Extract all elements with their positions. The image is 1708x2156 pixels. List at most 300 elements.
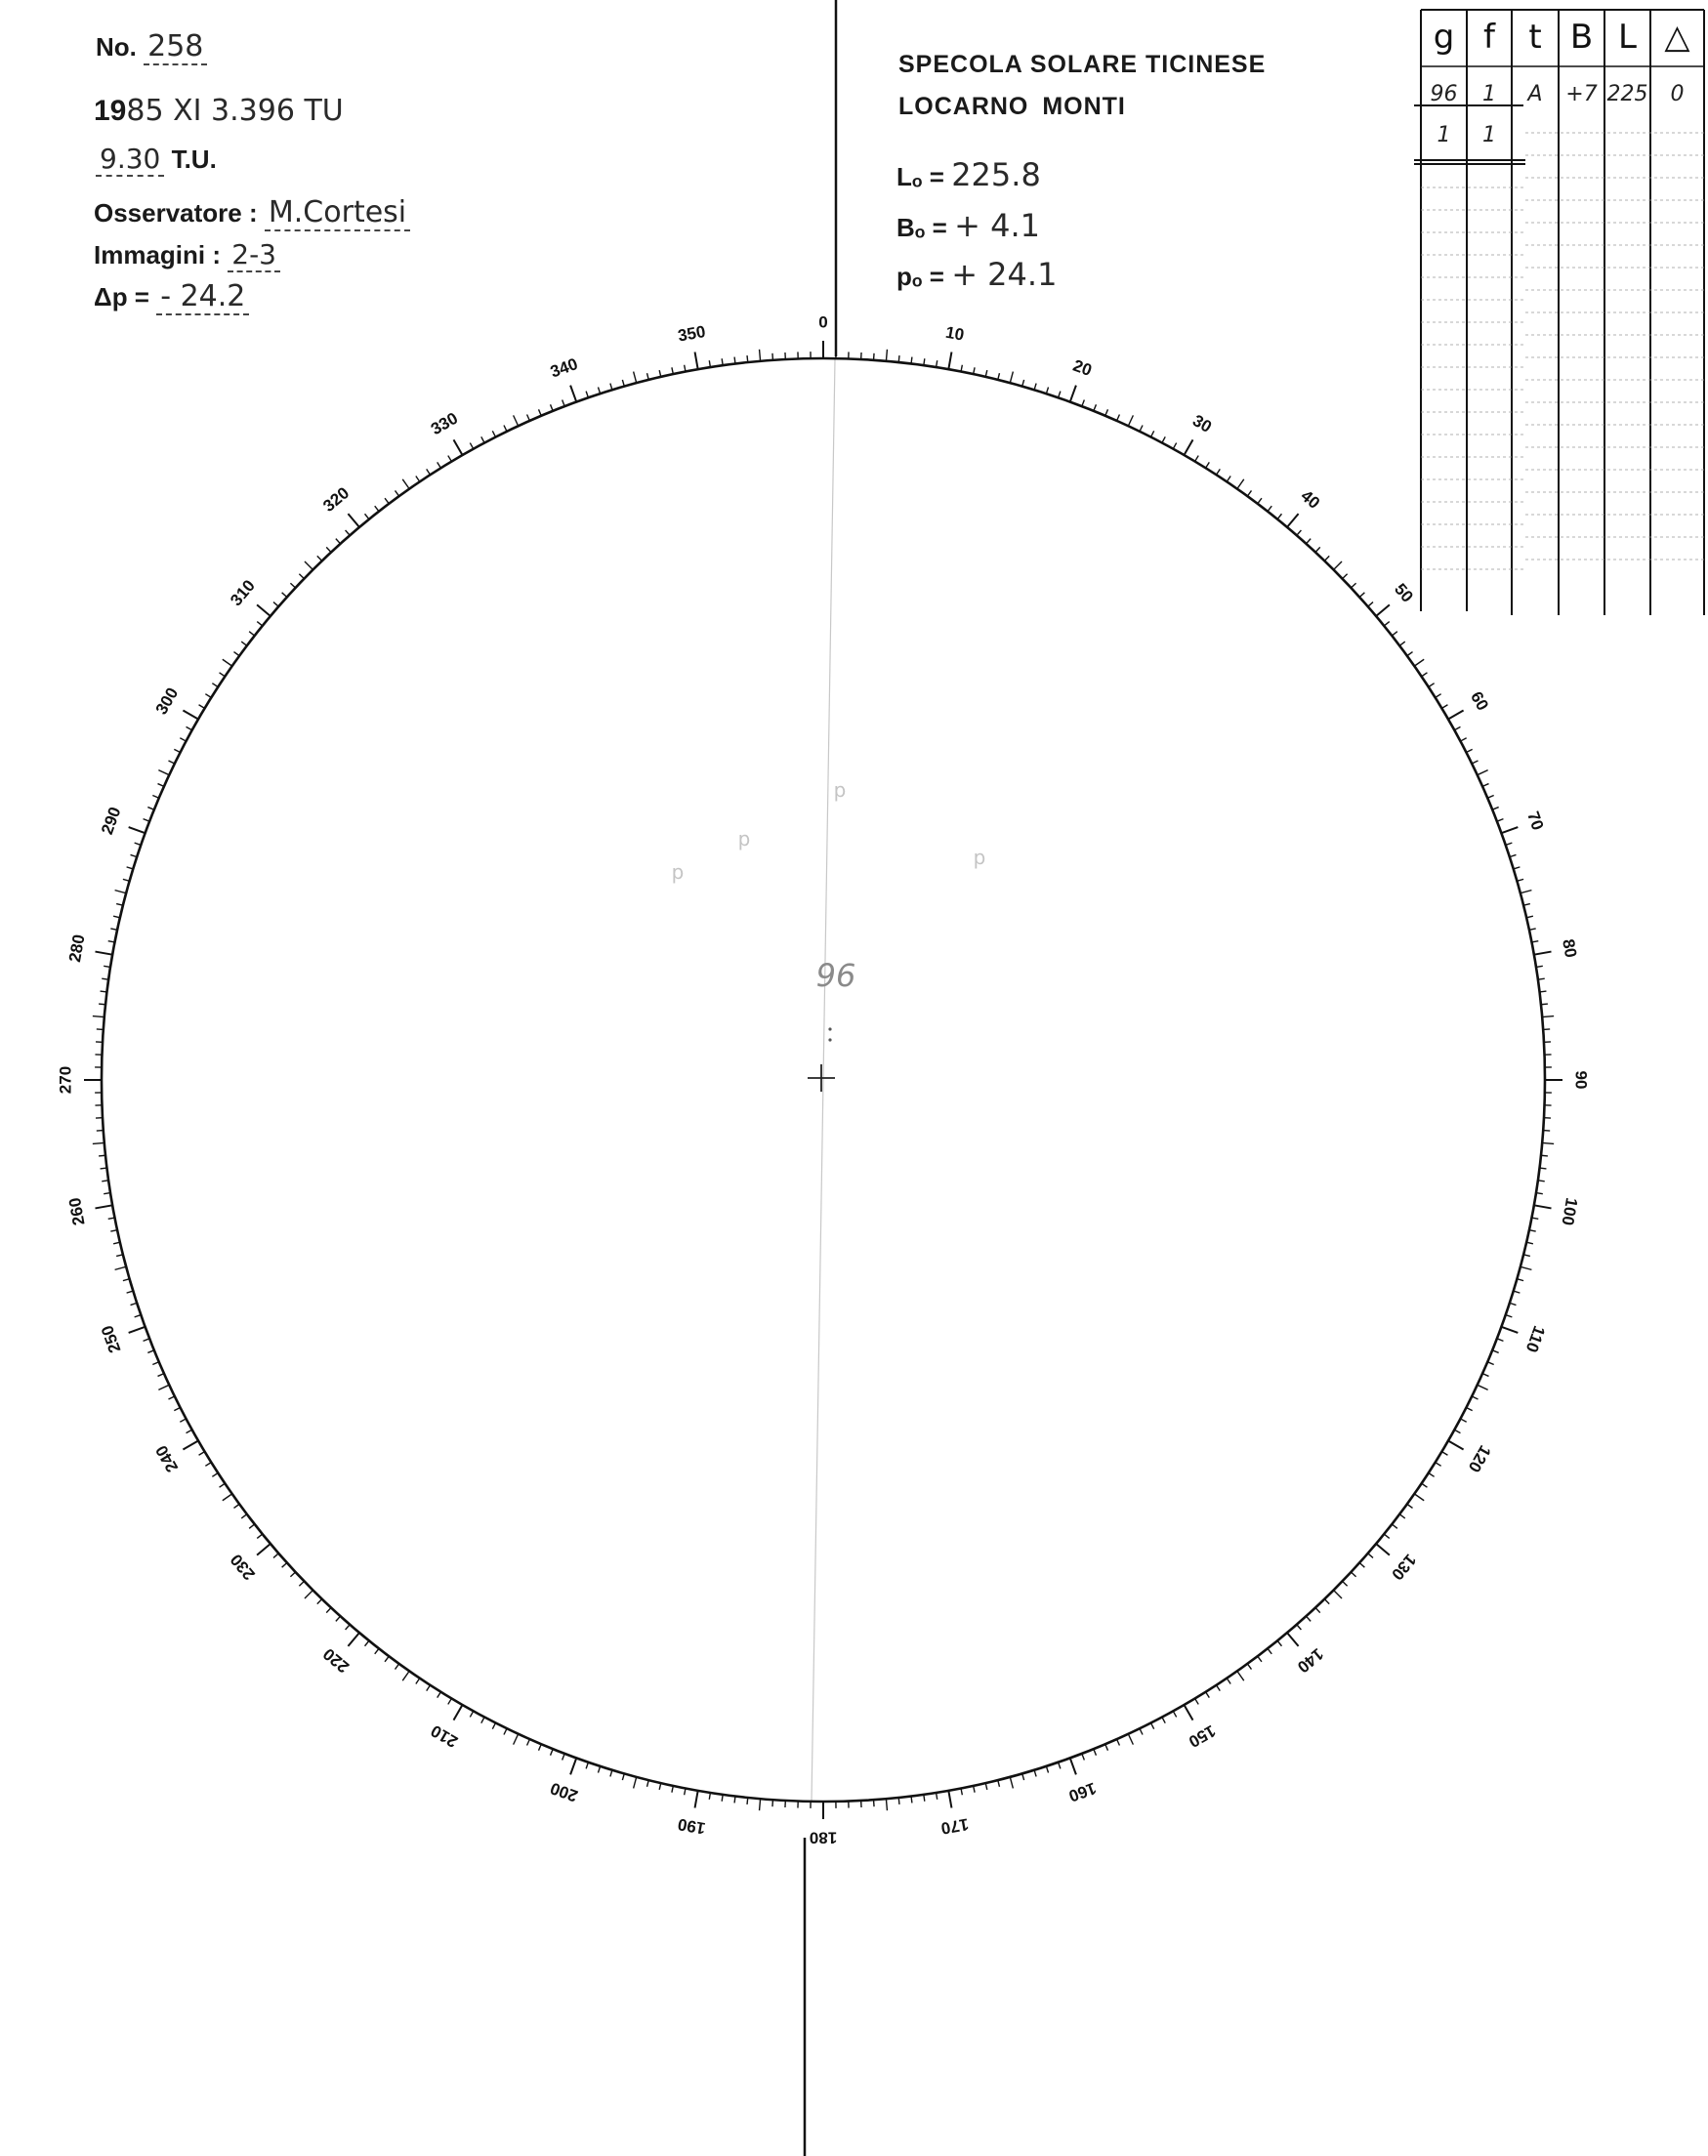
scale-tick	[551, 1749, 554, 1755]
scale-tick	[1521, 1266, 1532, 1269]
scale-tick	[1534, 952, 1552, 955]
scale-tick	[998, 1780, 1000, 1787]
scale-tick	[586, 392, 588, 398]
scale-tick	[317, 1599, 322, 1604]
scale-tick	[760, 1799, 761, 1810]
table-cell: 1	[1482, 82, 1496, 106]
institution-line-1: SPECOLA SOLARE TICINESE	[898, 51, 1267, 78]
scale-tick	[562, 1754, 565, 1761]
scale-tick	[1277, 1640, 1281, 1645]
B0-value: + 4.1	[954, 207, 1040, 244]
date-prefix: 19	[94, 95, 127, 127]
scale-tick	[1173, 443, 1176, 449]
scale-label-210: 210	[427, 1721, 462, 1752]
B0-label: Bₒ =	[896, 213, 947, 242]
table-header-4: L	[1618, 18, 1637, 57]
scale-tick	[1247, 490, 1251, 496]
scale-tick	[1517, 1279, 1523, 1281]
scale-tick	[1384, 1534, 1389, 1538]
scale-tick	[183, 1441, 198, 1450]
scale-tick	[1441, 1452, 1447, 1456]
scale-tick	[385, 1656, 389, 1662]
time-unit: T.U.	[171, 145, 217, 174]
scale-tick	[1478, 770, 1488, 775]
scale-tick	[147, 808, 153, 810]
scale-tick	[586, 1762, 588, 1769]
scale-tick	[481, 1717, 484, 1722]
scale-tick	[695, 1791, 698, 1808]
scale-tick	[1542, 1016, 1554, 1017]
scale-tick	[1523, 904, 1530, 906]
scale-tick	[1359, 593, 1364, 598]
scale-tick	[1140, 425, 1143, 431]
scale-tick	[115, 891, 127, 893]
scale-tick	[722, 1795, 723, 1802]
spot-dot	[828, 1038, 831, 1041]
scale-tick	[454, 1705, 463, 1721]
scale-tick	[470, 443, 473, 449]
scale-tick	[144, 819, 150, 822]
observer-value: M.Cortesi	[265, 195, 410, 231]
scale-tick	[1287, 514, 1299, 527]
scale-tick	[127, 867, 134, 869]
scale-label-350: 350	[676, 321, 707, 346]
sheet-number-value: 258	[144, 29, 207, 65]
p0-label: pₒ =	[896, 262, 944, 291]
scale-tick	[416, 477, 420, 482]
scale-tick	[336, 539, 341, 544]
scale-tick	[1497, 819, 1504, 822]
scale-tick	[290, 1572, 295, 1577]
scale-tick	[1185, 439, 1193, 455]
scale-tick	[257, 1534, 262, 1538]
scale-label-170: 170	[939, 1814, 971, 1839]
table-header-3: B	[1569, 18, 1594, 57]
scale-tick	[305, 561, 312, 569]
scale-tick	[205, 694, 211, 698]
delta-p-label: Δp =	[94, 282, 149, 311]
scale-label-20: 20	[1070, 355, 1095, 380]
scale-tick	[734, 1796, 735, 1803]
scale-tick	[282, 593, 287, 598]
scale-label-0: 0	[818, 312, 828, 332]
scale-tick	[1258, 1656, 1262, 1662]
scale-label-280: 280	[64, 933, 89, 964]
scale-tick	[1472, 761, 1478, 764]
scale-tick	[1010, 372, 1013, 384]
scale-label-150: 150	[1185, 1721, 1220, 1752]
scale-tick	[1334, 1591, 1342, 1598]
scale-tick	[1117, 414, 1120, 420]
scale-tick	[1376, 1544, 1390, 1555]
scale-tick	[1150, 431, 1153, 436]
scale-tick	[1140, 1728, 1143, 1734]
scale-tick	[1454, 726, 1460, 729]
scale-label-340: 340	[548, 354, 581, 382]
scale-tick	[1429, 1472, 1435, 1476]
scale-label-330: 330	[427, 408, 462, 439]
scale-tick	[747, 355, 748, 362]
scale-tick	[1247, 1664, 1251, 1670]
scale-tick	[1315, 1607, 1320, 1612]
scale-tick	[1082, 400, 1085, 407]
scale-tick	[1162, 1717, 1165, 1722]
scale-tick	[898, 355, 899, 362]
scale-label-200: 200	[548, 1778, 581, 1805]
L0-value: 225.8	[951, 156, 1041, 193]
scale-label-320: 320	[319, 483, 354, 516]
scale-tick	[1368, 1554, 1373, 1558]
scale-tick	[365, 514, 369, 518]
scale-tick	[326, 547, 331, 552]
scale-tick	[205, 1463, 211, 1467]
scale-tick	[492, 431, 495, 436]
scale-tick	[135, 843, 142, 845]
scale-tick	[1376, 604, 1390, 616]
images-label: Immagini :	[94, 240, 222, 270]
scale-tick	[634, 1777, 637, 1789]
scale-tick	[1237, 479, 1244, 489]
scale-tick	[427, 1685, 431, 1691]
scale-tick	[249, 632, 255, 636]
scale-label-160: 160	[1065, 1778, 1099, 1805]
scale-tick	[1297, 1625, 1302, 1630]
scale-tick	[1514, 867, 1521, 869]
scale-tick	[1343, 574, 1348, 579]
scale-tick	[570, 386, 576, 402]
faint-mark: p	[671, 860, 685, 884]
scale-tick	[1082, 1754, 1085, 1761]
scale-tick	[1534, 1205, 1552, 1208]
scale-tick	[481, 436, 484, 442]
scale-tick	[1022, 380, 1024, 387]
scale-tick	[174, 749, 180, 752]
scale-tick	[336, 1616, 341, 1621]
scale-tick	[898, 1798, 899, 1804]
scale-tick	[257, 622, 262, 626]
central-meridian-line	[812, 359, 835, 1802]
scale-tick	[1227, 1679, 1230, 1684]
scale-tick	[1541, 1155, 1548, 1156]
scale-tick	[220, 673, 226, 677]
scale-tick	[99, 1004, 105, 1005]
scale-tick	[402, 479, 409, 489]
scale-tick	[1162, 436, 1165, 442]
scale-tick	[1206, 1692, 1210, 1698]
scale-tick	[1399, 642, 1405, 645]
scale-label-120: 120	[1464, 1441, 1495, 1476]
scale-tick	[1010, 1777, 1013, 1789]
scale-tick	[911, 357, 912, 364]
scale-tick	[1542, 1142, 1554, 1143]
scale-label-80: 80	[1559, 937, 1581, 960]
scale-tick	[527, 1739, 530, 1745]
table-cell: 225	[1606, 82, 1648, 106]
scale-tick	[158, 770, 169, 775]
scale-tick	[1034, 384, 1036, 391]
scale-tick	[695, 352, 698, 370]
date-value: 85 XI 3.396 TU	[126, 94, 344, 128]
scale-tick	[437, 1692, 441, 1698]
scale-label-90: 90	[1571, 1070, 1591, 1090]
scale-tick	[562, 400, 565, 407]
scale-tick	[168, 761, 174, 764]
scale-tick	[233, 652, 239, 656]
scale-tick	[1268, 506, 1271, 512]
scale-tick	[1059, 392, 1061, 398]
scale-label-220: 220	[319, 1644, 354, 1677]
scale-tick	[257, 604, 271, 616]
scale-tick	[1297, 530, 1302, 535]
scale-tick	[152, 796, 158, 799]
scale-tick	[1173, 1711, 1176, 1717]
scale-tick	[610, 1770, 612, 1777]
table-cell: 1	[1482, 123, 1496, 147]
scale-tick	[1472, 1396, 1478, 1399]
scale-tick	[96, 952, 113, 955]
scale-tick	[539, 409, 542, 415]
scale-tick	[1105, 409, 1108, 415]
scale-label-30: 30	[1189, 410, 1215, 436]
scale-tick	[1487, 1362, 1493, 1365]
scale-tick	[1094, 1749, 1097, 1755]
scale-tick	[747, 1798, 748, 1804]
scale-tick	[1478, 1385, 1488, 1389]
time-value: 9.30	[96, 143, 164, 177]
scale-tick	[1517, 879, 1523, 881]
images-value: 2-3	[228, 238, 280, 272]
scale-tick	[101, 991, 107, 992]
scale-tick	[1343, 1581, 1348, 1586]
scale-tick	[448, 456, 452, 462]
scale-tick	[1541, 1004, 1548, 1005]
faint-mark: p	[737, 827, 751, 850]
scale-tick	[948, 352, 951, 370]
table-cell: 0	[1670, 82, 1685, 106]
scale-label-130: 130	[1388, 1550, 1420, 1584]
scale-label-50: 50	[1391, 579, 1417, 606]
scale-tick	[1429, 684, 1435, 687]
scale-tick	[116, 904, 123, 906]
scale-tick	[290, 583, 295, 588]
scale-tick	[317, 556, 322, 560]
scale-tick	[396, 1664, 399, 1670]
scale-tick	[1454, 1430, 1460, 1432]
scale-tick	[346, 1625, 351, 1630]
scale-tick	[1448, 1441, 1464, 1450]
scale-tick	[101, 1168, 107, 1169]
scale-tick	[273, 602, 278, 607]
scale-tick	[1422, 673, 1428, 677]
scale-tick	[174, 1407, 180, 1410]
scale-tick	[129, 1327, 146, 1333]
scale-tick	[199, 1452, 205, 1456]
scale-tick	[1351, 583, 1355, 588]
scale-tick	[305, 1591, 312, 1598]
scale-tick	[492, 1722, 495, 1728]
scale-tick	[1414, 659, 1424, 666]
scale-tick	[348, 1633, 359, 1646]
scale-tick	[1324, 1599, 1329, 1604]
scale-tick	[127, 1291, 134, 1293]
scale-tick	[1492, 1350, 1498, 1353]
scale-tick	[1324, 556, 1329, 560]
scale-tick	[911, 1796, 912, 1803]
scale-tick	[282, 1562, 287, 1567]
scale-tick	[1399, 1514, 1405, 1518]
scale-tick	[273, 1554, 278, 1558]
table-cell: +7	[1565, 82, 1598, 106]
scale-tick	[157, 784, 163, 787]
scale-tick	[448, 1698, 452, 1704]
scale-tick	[1070, 386, 1076, 402]
scale-tick	[1407, 652, 1413, 656]
scale-tick	[187, 1430, 192, 1432]
scale-tick	[96, 1205, 113, 1208]
scale-tick	[1059, 1762, 1061, 1769]
table-header-2: t	[1528, 18, 1542, 57]
scale-label-240: 240	[151, 1441, 183, 1476]
scale-tick	[199, 705, 205, 709]
scale-tick	[722, 358, 723, 365]
scale-tick	[1128, 415, 1133, 426]
scale-tick	[365, 1640, 369, 1645]
scale-tick	[1351, 1572, 1355, 1577]
scale-tick	[610, 384, 612, 391]
scale-label-70: 70	[1523, 808, 1548, 833]
scale-tick	[1487, 796, 1493, 799]
scale-tick	[123, 879, 130, 881]
table-header-1: f	[1483, 18, 1495, 57]
observer-label: Osservatore :	[94, 198, 258, 228]
scale-tick	[1237, 1671, 1244, 1680]
scale-tick	[1268, 1648, 1271, 1654]
scale-tick	[886, 350, 887, 361]
scale-tick	[1460, 738, 1466, 741]
scale-tick	[1414, 1494, 1424, 1501]
scale-tick	[180, 1419, 186, 1422]
scale-tick	[1359, 1562, 1364, 1567]
scale-tick	[223, 1494, 232, 1501]
scale-label-230: 230	[227, 1550, 259, 1584]
scale-label-290: 290	[98, 805, 125, 838]
scale-tick	[454, 439, 463, 455]
scale-tick	[1227, 477, 1230, 482]
scale-tick	[1506, 1315, 1513, 1317]
scale-tick	[622, 380, 624, 387]
table-cell: 96	[1430, 82, 1458, 106]
scale-label-270: 270	[56, 1065, 75, 1095]
scale-tick	[1460, 1419, 1466, 1422]
scale-tick	[1334, 561, 1342, 569]
scale-label-300: 300	[151, 684, 183, 719]
scale-tick	[570, 1758, 576, 1774]
scale-tick	[527, 414, 530, 420]
scale-tick	[1466, 749, 1472, 752]
scale-tick	[233, 1504, 239, 1508]
scale-tick	[1482, 784, 1488, 787]
scale-tick	[437, 462, 441, 468]
scale-label-40: 40	[1297, 486, 1324, 513]
scale-tick	[241, 1514, 247, 1518]
scale-label-140: 140	[1293, 1644, 1327, 1677]
scale-tick	[514, 1734, 519, 1745]
scale-tick	[1514, 1291, 1521, 1293]
scale-tick	[647, 1780, 649, 1787]
scale-tick	[99, 1155, 105, 1156]
scale-tick	[402, 1671, 409, 1680]
scale-tick	[116, 1255, 123, 1257]
scale-tick	[1034, 1770, 1036, 1777]
scale-tick	[1258, 498, 1262, 504]
scale-tick	[622, 1773, 624, 1780]
scale-tick	[123, 1279, 130, 1281]
scale-tick	[299, 1581, 304, 1586]
institution-line-2: LOCARNO MONTI	[898, 93, 1126, 120]
scale-tick	[647, 373, 649, 380]
scale-tick	[1501, 827, 1518, 833]
scale-label-10: 10	[943, 322, 966, 345]
scale-tick	[1128, 1734, 1133, 1745]
scale-tick	[1306, 1616, 1311, 1621]
scale-tick	[551, 404, 554, 410]
scale-tick	[157, 1374, 163, 1377]
scale-tick	[1384, 622, 1389, 626]
scale-tick	[375, 1648, 379, 1654]
scale-tick	[1315, 547, 1320, 552]
scale-tick	[1436, 694, 1441, 698]
scale-tick	[348, 514, 359, 527]
scale-tick	[257, 1544, 271, 1555]
scale-tick	[93, 1016, 104, 1017]
scale-tick	[1216, 469, 1220, 475]
scale-tick	[135, 1315, 142, 1317]
scale-tick	[220, 1483, 226, 1487]
scale-tick	[1195, 1698, 1199, 1704]
scale-tick	[1195, 456, 1199, 462]
scale-label-180: 180	[809, 1828, 838, 1847]
scale-tick	[1094, 404, 1097, 410]
scale-label-250: 250	[98, 1322, 125, 1355]
scale-tick	[212, 1472, 218, 1476]
scale-label-310: 310	[227, 576, 259, 610]
scale-tick	[1117, 1739, 1120, 1745]
p0-value: + 24.1	[951, 256, 1058, 293]
scale-tick	[416, 1679, 420, 1684]
scale-tick	[241, 642, 247, 645]
scale-label-110: 110	[1521, 1323, 1549, 1355]
scale-tick	[1150, 1722, 1153, 1728]
scale-tick	[1492, 808, 1498, 810]
scale-tick	[147, 1350, 153, 1353]
scale-tick	[168, 1396, 174, 1399]
scale-tick	[1521, 891, 1532, 893]
scale-tick	[1523, 1255, 1530, 1257]
scale-tick	[375, 506, 379, 512]
scale-tick	[346, 530, 351, 535]
scale-tick	[1070, 1758, 1076, 1774]
scale-tick	[1538, 978, 1545, 979]
scale-tick	[1105, 1744, 1108, 1750]
scale-tick	[1206, 462, 1210, 468]
scale-tick	[102, 1181, 108, 1182]
scale-tick	[1422, 1483, 1428, 1487]
scale-label-60: 60	[1467, 688, 1493, 714]
scale-tick	[1441, 705, 1447, 709]
scale-tick	[1436, 1463, 1441, 1467]
scale-tick	[504, 425, 507, 431]
scale-tick	[886, 1799, 887, 1810]
